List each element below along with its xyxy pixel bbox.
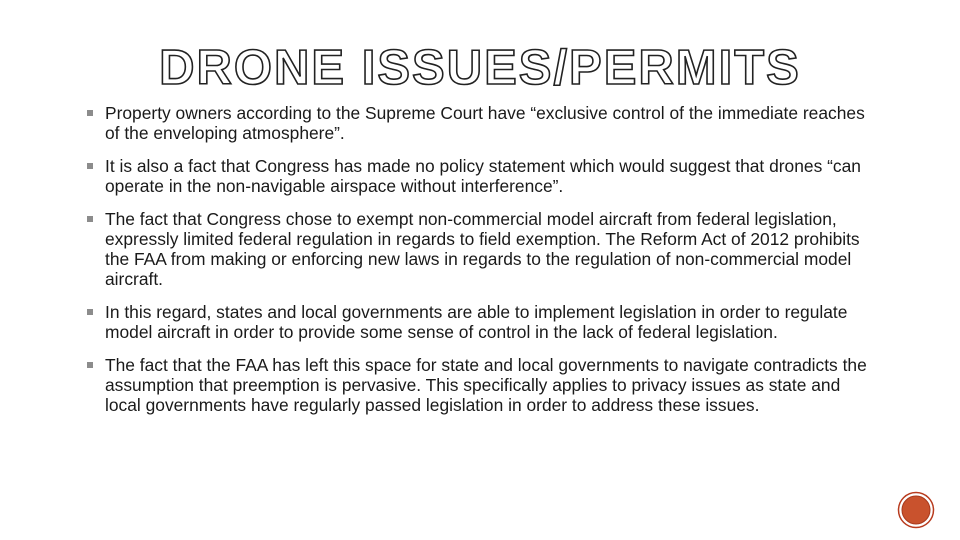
bullet-text: In this regard, states and local governments are able to implement legislation in order to regulate model aircraft in order to provide some sense of control in the lack of federal legislation. bbox=[105, 302, 848, 342]
square-bullet-icon bbox=[87, 163, 93, 169]
square-bullet-icon bbox=[87, 110, 93, 116]
bullet-item bbox=[87, 209, 877, 289]
slide-title-outline bbox=[0, 34, 960, 94]
bullet-text: Property owners according to the Supreme Court have “exclusive control of the immediate reaches of the enveloping atmosphere”. bbox=[105, 103, 865, 143]
bullet-text: The fact that the FAA has left this space for state and local governments to navigate contradicts the assumption that preemption is pervasive. This specifically applies to privacy issues as state and local governments have regularly passed legislation in order to address these issues. bbox=[105, 355, 867, 415]
bullet-item bbox=[87, 156, 877, 196]
bullet-text: It is also a fact that Congress has made no policy statement which would suggest that drones “can operate in the non-navigable airspace without interference”. bbox=[105, 156, 861, 196]
square-bullet-icon bbox=[87, 216, 93, 222]
slide-title-text: DRONE ISSUES/PERMITS bbox=[159, 41, 801, 94]
bullet-item bbox=[87, 103, 877, 143]
bullet-item bbox=[87, 302, 877, 342]
bullet-item bbox=[87, 355, 877, 415]
slide-number-badge-icon bbox=[897, 491, 935, 529]
slide-title bbox=[0, 34, 960, 94]
square-bullet-icon bbox=[87, 309, 93, 315]
square-bullet-icon bbox=[87, 362, 93, 368]
bullet-list bbox=[87, 103, 877, 428]
bullet-text: The fact that Congress chose to exempt non-commercial model aircraft from federal legislation, expressly limited federal regulation in regards to field exemption. The Reform Act of 2012 prohibits the FAA from making or enforcing new laws in regards to the regulation of non-commercial model aircraft. bbox=[105, 209, 860, 289]
